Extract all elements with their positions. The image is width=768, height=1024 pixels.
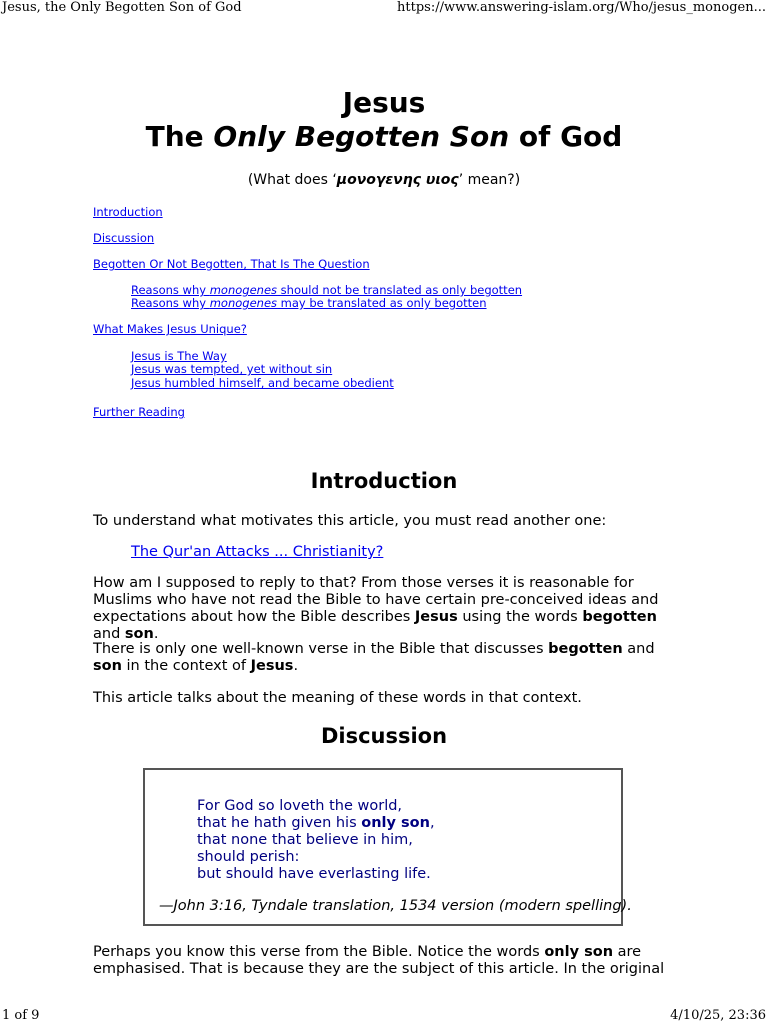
- verse-quote-box: [143, 768, 632, 926]
- p2-text: How am I supposed to reply to that? From those verses it is reasonable for Muslims who have not read the Bible to have certain pre-conceived ideas and expectations about how the Bible describes: [93, 575, 659, 625]
- p2-end: .: [153, 626, 159, 642]
- p2-mid: using the words: [457, 609, 583, 625]
- print-timestamp: 4/10/25, 23:36: [670, 1008, 766, 1023]
- discussion-paragraph-1: [93, 944, 673, 978]
- p2-bold-jesus: Jesus: [414, 609, 458, 625]
- disc-p1-bold: only son: [544, 944, 614, 960]
- toc-reasons-not-after: should not be translated as only begotten: [277, 283, 523, 297]
- title-line-1: Jesus: [342, 86, 426, 119]
- subtitle-greek: μονογενης υιος: [336, 172, 459, 188]
- p3-and: and: [622, 641, 655, 657]
- title-suffix: of God: [509, 120, 623, 153]
- p2-bold-begotten: begotten: [582, 609, 657, 625]
- print-page-title: Jesus, the Only Begotten Son of God: [2, 0, 242, 15]
- verse-line-5: but should have everlasting life.: [197, 866, 431, 882]
- toc-reasons-may-after: may be translated as only begotten: [277, 296, 487, 310]
- verse-text: [197, 798, 435, 883]
- toc-link-unique[interactable]: What Makes Jesus Unique?: [93, 322, 247, 336]
- link-quran-attacks[interactable]: The Qur'an Attacks ... Christianity?: [131, 544, 384, 560]
- p3-end: .: [293, 658, 299, 674]
- p2-and: and: [93, 626, 125, 642]
- verse-line-4: should perish:: [197, 849, 300, 865]
- print-url: https://www.answering-islam.org/Who/jesus_monogen...: [397, 0, 766, 15]
- disc-p1-after: are emphasised. That is because they are the subject of this article. In the original: [93, 944, 665, 977]
- p3-bold-son: son: [93, 658, 122, 674]
- page-title: [0, 86, 768, 154]
- page-subtitle: [0, 172, 768, 188]
- verse-line-3: that none that believe in him,: [197, 832, 413, 848]
- toc-link-way[interactable]: Jesus is The Way: [131, 349, 227, 363]
- print-footer: [0, 1008, 768, 1024]
- toc-link-reasons-may[interactable]: [131, 296, 487, 310]
- subtitle-before: (What does ‘: [247, 172, 337, 188]
- p3-bold-jesus: Jesus: [250, 658, 294, 674]
- toc-link-humbled[interactable]: Jesus humbled himself, and became obedient: [131, 376, 394, 390]
- heading-discussion: Discussion: [320, 724, 448, 748]
- toc-reasons-not-before: Reasons why: [131, 283, 210, 297]
- toc-link-discussion[interactable]: Discussion: [93, 231, 155, 245]
- verse-only-son: only son: [361, 815, 430, 831]
- verse-line-2-after: ,: [429, 815, 435, 831]
- subtitle-after: ’ mean?): [458, 172, 521, 188]
- p2-bold-son: son: [124, 626, 154, 642]
- title-emphasis: Only Begotten Son: [213, 120, 510, 153]
- print-page-count: 1 of 9: [2, 1008, 40, 1023]
- p3-bold-begotten: begotten: [548, 641, 623, 657]
- disc-p1-text: Perhaps you know this verse from the Bible. Notice the words: [93, 944, 545, 960]
- toc-link-further-reading[interactable]: Further Reading: [93, 405, 185, 419]
- p3-mid: in the context of: [121, 658, 251, 674]
- toc-link-reasons-not[interactable]: [131, 283, 522, 297]
- toc-link-introduction[interactable]: Introduction: [93, 205, 163, 219]
- intro-paragraph-4: This article talks about the meaning of these words in that context.: [93, 690, 582, 706]
- toc-reasons-not-em: monogenes: [209, 283, 278, 297]
- verse-line-2-before: that he hath given his: [197, 815, 362, 831]
- toc-link-question[interactable]: Begotten Or Not Begotten, That Is The Question: [93, 257, 370, 271]
- verse-citation: —John 3:16, Tyndale translation, 1534 version (modern spelling).: [159, 898, 632, 914]
- verse-line-1: For God so loveth the world,: [197, 798, 403, 814]
- verse-line-2: [197, 815, 435, 832]
- toc-reasons-may-em: monogenes: [209, 296, 278, 310]
- title-prefix: The: [145, 120, 214, 153]
- intro-paragraph-2: [93, 575, 673, 643]
- toc-link-tempted[interactable]: Jesus was tempted, yet without sin: [131, 362, 333, 376]
- heading-introduction: Introduction: [310, 469, 458, 493]
- p3-text: There is only one well-known verse in the Bible that discusses: [93, 641, 549, 657]
- print-header: [0, 0, 768, 16]
- intro-paragraph-3: [93, 641, 673, 675]
- intro-paragraph-1: To understand what motivates this article, you must read another one:: [93, 513, 607, 529]
- toc-reasons-may-before: Reasons why: [131, 296, 210, 310]
